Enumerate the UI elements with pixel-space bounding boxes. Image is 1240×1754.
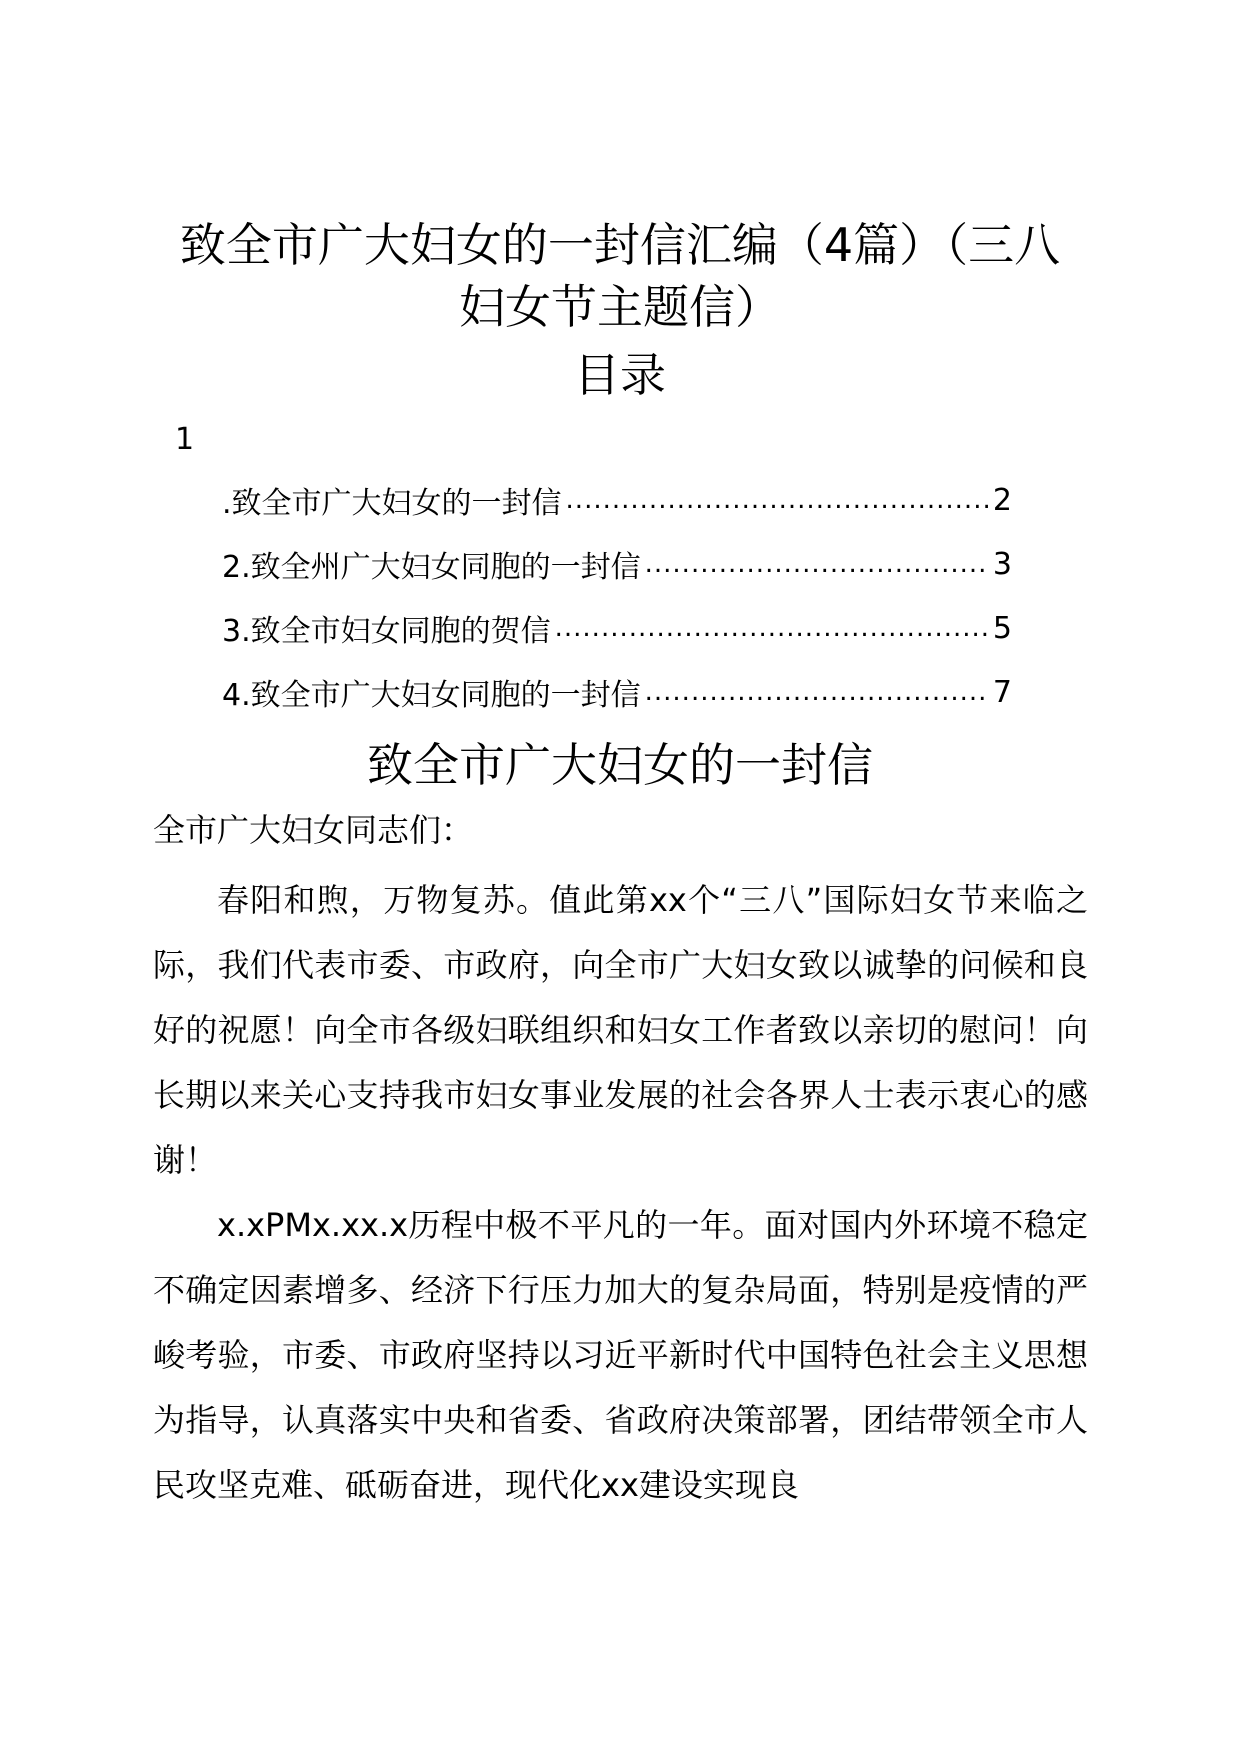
toc-entry-page: 3 (992, 546, 1012, 582)
letter-paragraph-1: 春阳和煦，万物复苏。值此第xx个“三八”国际妇女节来临之际，我们代表市委、市政府，向全市广大妇女致以诚挚的问候和良好的祝愿！向全市各级妇联组织和妇女工作者致以亲切的慰问！向长期以来关心支持我市妇女事业发展的社会各界人士表示衷心的感谢！ (153, 881, 1088, 1179)
letter-paragraph-2: x.xPMx.xx.x历程中极不平凡的一年。面对国内外环境不稳定不确定因素增多、经济下行压力加大的复杂局面，特别是疫情的严峻考验，市委、市政府坚持以习近平新时代中国特色社会主义思想为指导，认真落实中央和省委、省政府决策部署，团结带领全市人民攻坚克难、砥砺奋进，现代化xx建设实现良 (153, 1206, 1088, 1504)
toc-entry-page: 5 (992, 610, 1012, 646)
toc-entry[interactable] (222, 468, 1012, 532)
toc-entry-label: 3.致全市妇女同胞的贺信 (222, 614, 551, 649)
toc-heading: 目录 (574, 348, 666, 402)
table-of-contents (222, 468, 1012, 724)
toc-leader-dots (555, 613, 989, 643)
toc-entry[interactable] (222, 532, 1012, 596)
toc-leader-dots (645, 549, 989, 579)
letter-salutation: 全市广大妇女同志们： (153, 811, 474, 849)
toc-entry-label: 4.致全市广大妇女同胞的一封信 (222, 678, 641, 713)
toc-leader-dots (566, 485, 989, 515)
toc-entry-page: 2 (992, 482, 1012, 518)
toc-number: 1 (175, 422, 195, 457)
document-title-line-2: 妇女节主题信） (459, 280, 781, 334)
toc-entry[interactable] (222, 596, 1012, 660)
toc-entry-label: .致全市广大妇女的一封信 (222, 486, 562, 521)
document-title-line-1: 致全市广大妇女的一封信汇编（4篇）（三八 (179, 218, 1061, 272)
toc-entry[interactable] (222, 660, 1012, 724)
toc-entry-page: 7 (992, 674, 1012, 710)
toc-entry-label: 2.致全州广大妇女同胞的一封信 (222, 550, 641, 585)
letter-title: 致全市广大妇女的一封信 (367, 738, 873, 792)
toc-leader-dots (645, 677, 989, 707)
